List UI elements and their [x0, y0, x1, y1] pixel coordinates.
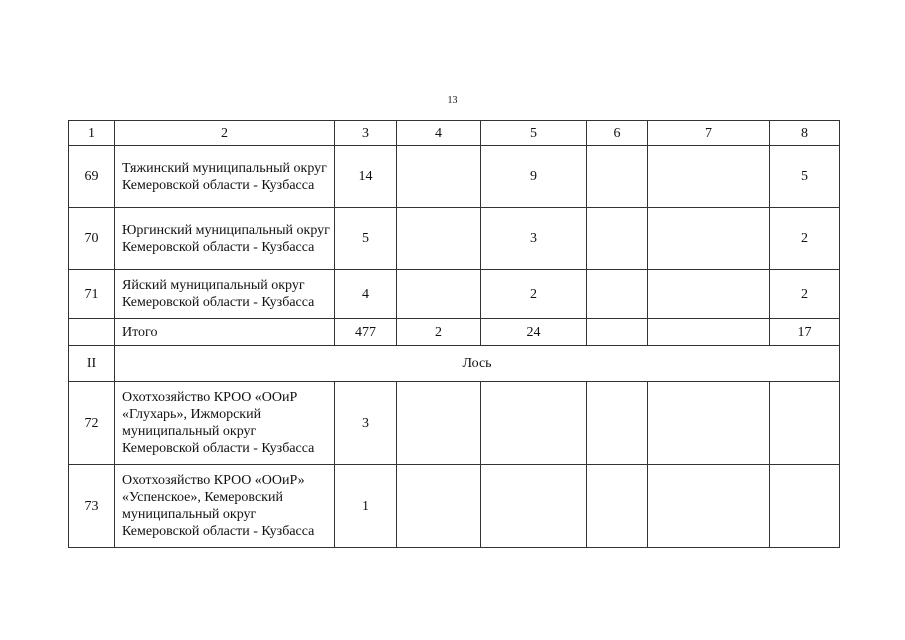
column-header: 4	[397, 121, 481, 146]
cell-col4	[397, 270, 481, 319]
cell-col7	[648, 146, 770, 208]
cell-col8: 5	[770, 146, 840, 208]
cell-col7	[648, 382, 770, 465]
cell-col5: 9	[481, 146, 587, 208]
section-number: II	[69, 346, 115, 382]
cell-col4	[397, 382, 481, 465]
section-title: Лось	[115, 346, 840, 382]
cell-col4	[397, 465, 481, 548]
cell-col8	[770, 382, 840, 465]
section-row	[69, 346, 840, 382]
column-header: 6	[587, 121, 648, 146]
cell-col3: 14	[335, 146, 397, 208]
district-name: Яйский муниципальный округ Кемеровской области - Кузбасса	[115, 270, 335, 319]
cell-col3: 1	[335, 465, 397, 548]
total-col6	[587, 319, 648, 346]
column-header: 8	[770, 121, 840, 146]
row-number: 69	[69, 146, 115, 208]
cell-col7	[648, 270, 770, 319]
cell-col5	[481, 382, 587, 465]
table-row	[69, 208, 840, 270]
district-name: Охотхозяйство КРОО «ООиР» «Успенское», Кемеровский муниципальный округ Кемеровской области - Кузбасса	[115, 465, 335, 548]
table-row	[69, 270, 840, 319]
table-header-row	[69, 121, 840, 146]
district-name: Тяжинский муниципальный округ Кемеровской области - Кузбасса	[115, 146, 335, 208]
total-col4: 2	[397, 319, 481, 346]
table-row	[69, 382, 840, 465]
cell-col7	[648, 208, 770, 270]
row-number: 70	[69, 208, 115, 270]
cell-col8: 2	[770, 270, 840, 319]
row-number: 73	[69, 465, 115, 548]
cell-col7	[648, 465, 770, 548]
total-row	[69, 319, 840, 346]
row-number: 71	[69, 270, 115, 319]
cell-col8: 2	[770, 208, 840, 270]
cell-col6	[587, 465, 648, 548]
column-header: 7	[648, 121, 770, 146]
column-header: 5	[481, 121, 587, 146]
total-col7	[648, 319, 770, 346]
cell-col6	[587, 146, 648, 208]
cell-col8	[770, 465, 840, 548]
cell-col6	[587, 270, 648, 319]
district-name: Юргинский муниципальный округ Кемеровской области - Кузбасса	[115, 208, 335, 270]
cell-col3: 4	[335, 270, 397, 319]
cell-col5	[481, 465, 587, 548]
cell-col5: 2	[481, 270, 587, 319]
cell-col6	[587, 208, 648, 270]
total-label: Итого	[115, 319, 335, 346]
cell-col4	[397, 146, 481, 208]
table-row	[69, 465, 840, 548]
total-col8: 17	[770, 319, 840, 346]
total-col3: 477	[335, 319, 397, 346]
page-number: 13	[447, 95, 458, 106]
table-row	[69, 146, 840, 208]
data-table	[68, 120, 840, 548]
total-col5: 24	[481, 319, 587, 346]
district-name: Охотхозяйство КРОО «ООиР «Глухарь», Ижморский муниципальный округ Кемеровской области - Кузбасса	[115, 382, 335, 465]
cell-col6	[587, 382, 648, 465]
column-header: 1	[69, 121, 115, 146]
cell-col3: 3	[335, 382, 397, 465]
total-number-cell	[69, 319, 115, 346]
cell-col3: 5	[335, 208, 397, 270]
cell-col4	[397, 208, 481, 270]
column-header: 3	[335, 121, 397, 146]
column-header: 2	[115, 121, 335, 146]
row-number: 72	[69, 382, 115, 465]
cell-col5: 3	[481, 208, 587, 270]
